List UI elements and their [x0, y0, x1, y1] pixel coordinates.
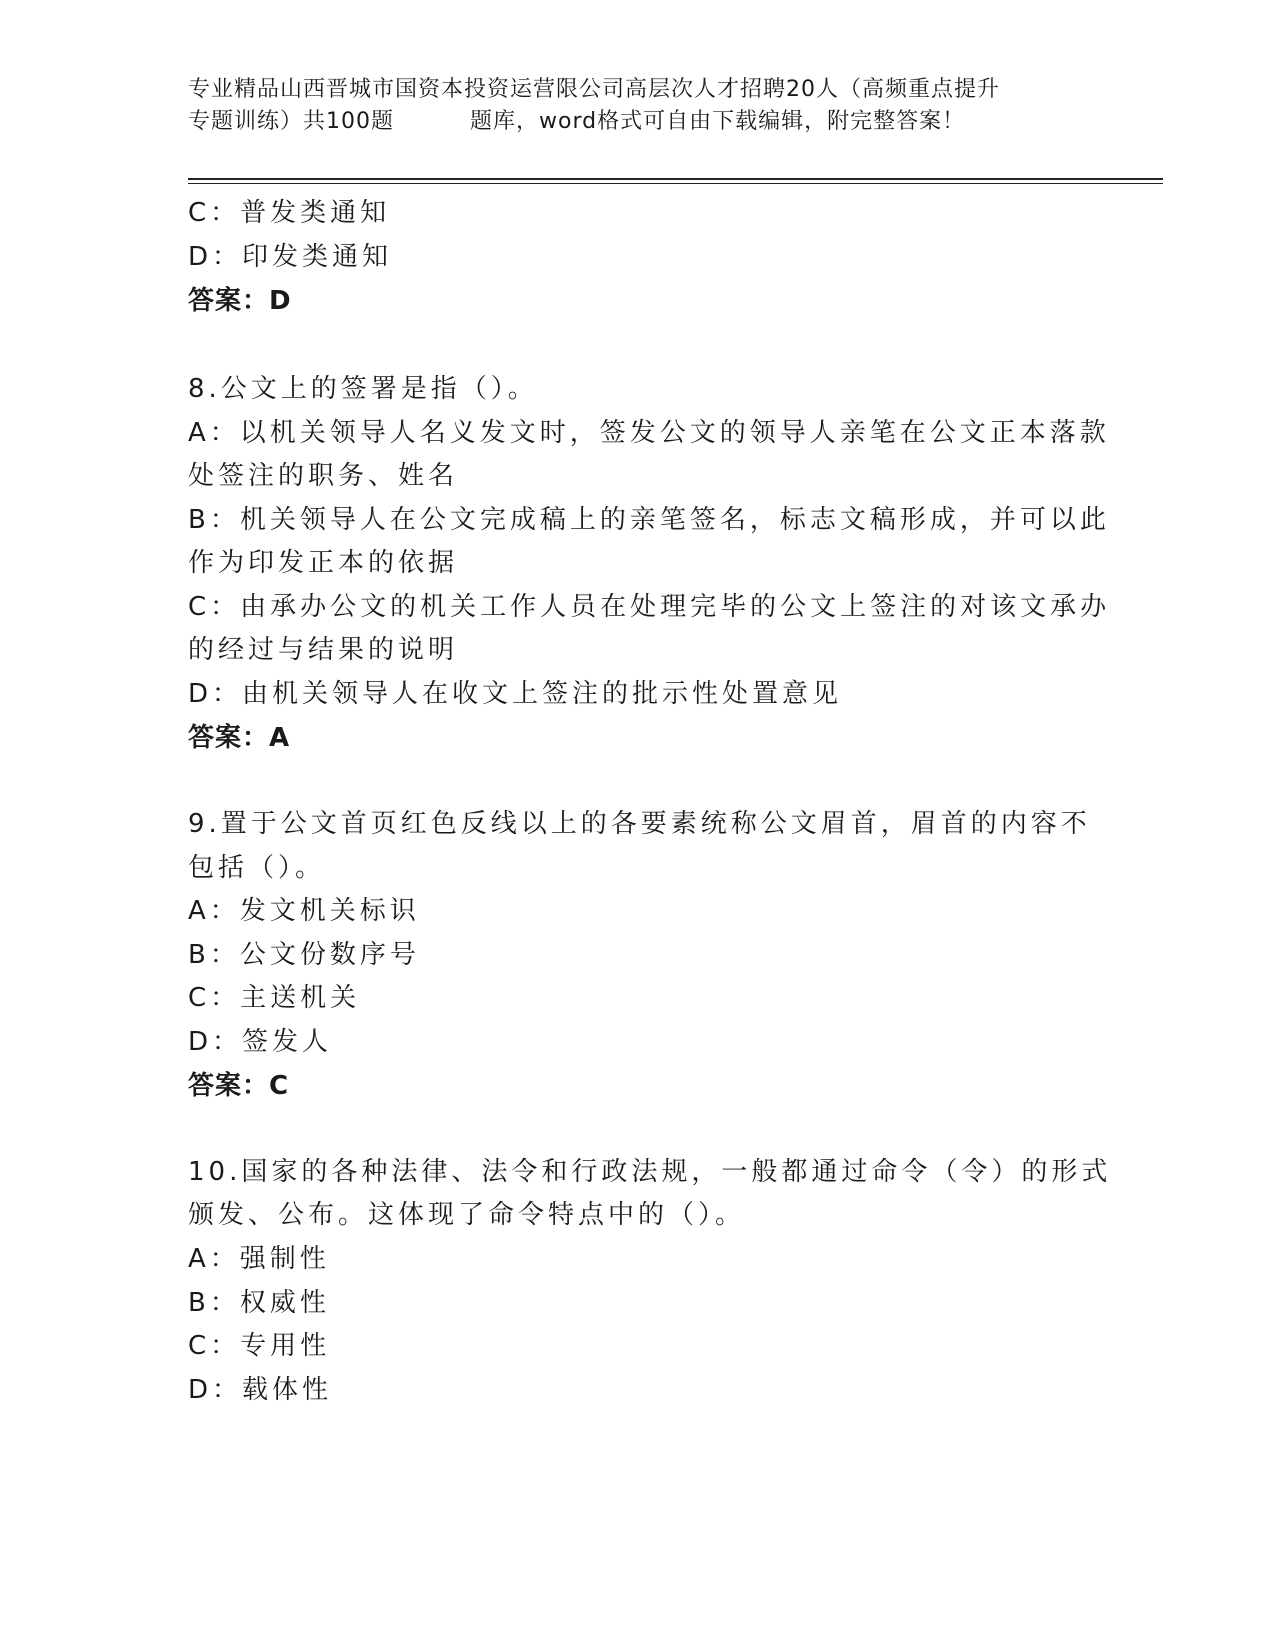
q8-answer: 答案：A: [188, 723, 291, 753]
q10-option-a: A：强制性: [188, 1244, 330, 1274]
q9-option-d: D：签发人: [188, 1027, 333, 1057]
document-header: [188, 74, 1088, 138]
q7-option-d: D：印发类通知: [188, 242, 393, 272]
q8-option-a-line2: 处签注的职务、姓名: [188, 461, 459, 491]
header-line-2-part-b: 题库，word格式可自由下载编辑，附完整答案！: [470, 109, 966, 134]
header-divider-thick: [188, 178, 1163, 180]
q9-option-b: B：公文份数序号: [188, 940, 420, 970]
q8-option-a-line1: A：以机关领导人名义发文时，签发公文的领导人亲笔在公文正本落款: [188, 418, 1110, 448]
q8-option-c-line2: 的经过与结果的说明: [188, 635, 459, 665]
q8-option-b-line2: 作为印发正本的依据: [188, 548, 459, 578]
q10-option-c: C：专用性: [188, 1331, 331, 1361]
q7-answer: 答案：D: [188, 286, 292, 316]
q9-option-a: A：发文机关标识: [188, 896, 420, 926]
header-divider-thin: [188, 183, 1163, 184]
q10-stem-line2: 颁发、公布。这体现了命令特点中的（）。: [188, 1200, 746, 1230]
q9-answer: 答案：C: [188, 1071, 290, 1101]
header-line-1: 专业精品山西晋城市国资本投资运营限公司高层次人才招聘20人（高频重点提升: [188, 77, 1000, 102]
q8-option-b-line1: B：机关领导人在公文完成稿上的亲笔签名，标志文稿形成，并可以此: [188, 505, 1110, 535]
q9-option-c: C：主送机关: [188, 983, 361, 1013]
q10-option-b: B：权威性: [188, 1288, 330, 1318]
q8-option-d: D：由机关领导人在收文上签注的批示性处置意见: [188, 679, 843, 709]
q10-option-d: D：载体性: [188, 1375, 333, 1405]
q9-stem-line2: 包括（）。: [188, 853, 326, 883]
q8-stem: 8.公文上的签署是指（）。: [188, 374, 538, 404]
header-line-2: [188, 106, 1088, 138]
q7-option-c: C：普发类通知: [188, 198, 391, 228]
header-line-2-part-a: 专题训练）共100题: [188, 109, 394, 134]
q10-stem-line1: 10.国家的各种法律、法令和行政法规，一般都通过命令（令）的形式: [188, 1157, 1112, 1187]
q9-stem-line1: 9.置于公文首页红色反线以上的各要素统称公文眉首，眉首的内容不: [188, 809, 1091, 839]
q8-option-c-line1: C：由承办公文的机关工作人员在处理完毕的公文上签注的对该文承办: [188, 592, 1111, 622]
